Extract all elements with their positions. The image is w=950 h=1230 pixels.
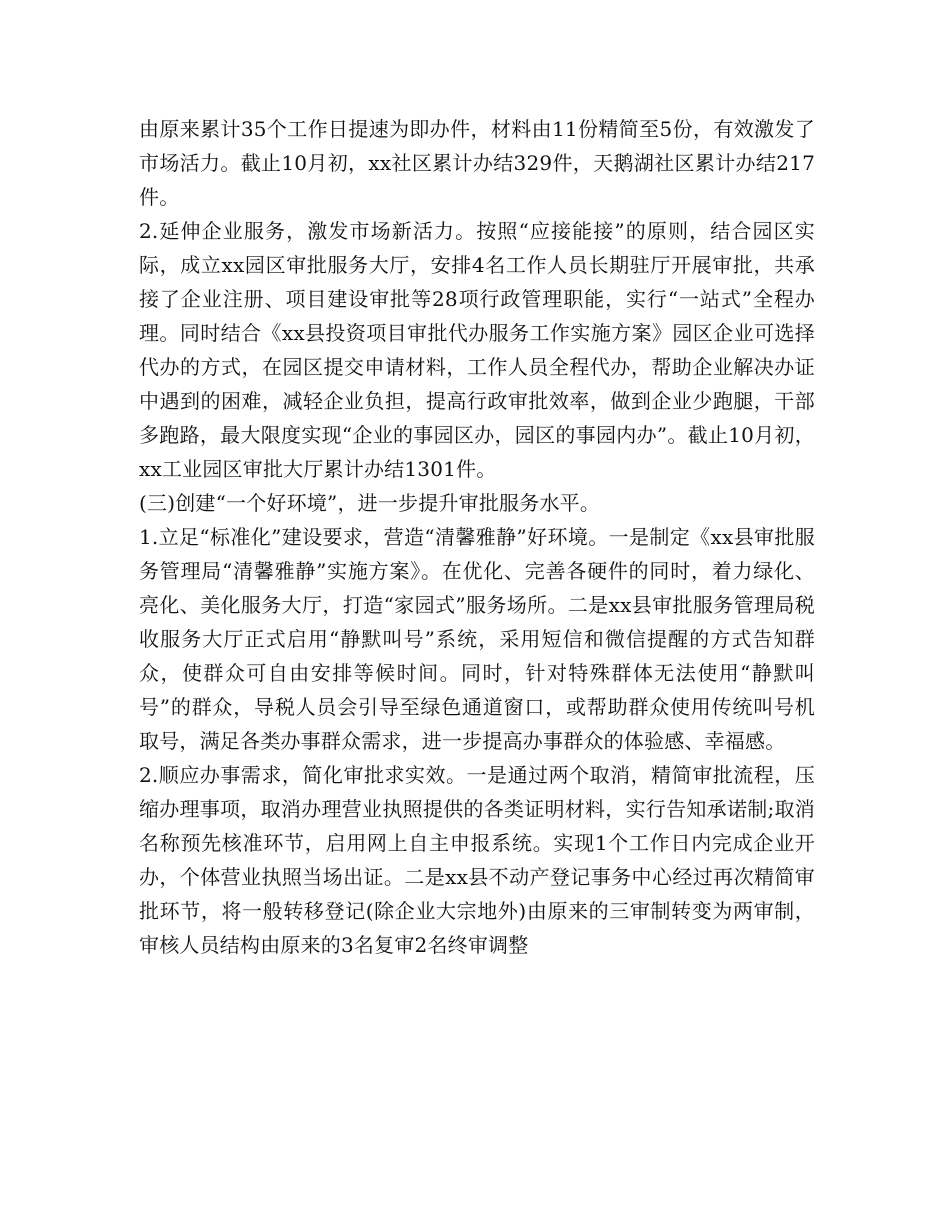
paragraph-2: 2.延伸企业服务，激发市场新活力。按照“应接能接”的原则，结合园区实际，成立xx园区审批服务大厅，安排4名工作人员长期驻厅开展审批，共承接了企业注册、项目建设审批等28项行政管理职能，实行“一站式”全程办理。同时结合《xx县投资项目审批代办服务工作实施方案》园区企业可选择代办的方式，在园区提交申请材料，工作人员全程代办，帮助企业解决办证中遇到的困难，减轻企业负担，提高行政审批效率，做到企业少跑腿，干部多跑路，最大限度实现“企业的事园区办，园区的事园内办”。截止10月初，xx工业园区审批大厅累计办结1301件。 [139,219,815,481]
paragraph-4: 2.顺应办事需求，简化审批求实效。一是通过两个取消，精简审批流程，压缩办理事项，取消办理营业执照提供的各类证明材料，实行告知承诺制;取消名称预先核准环节，启用网上自主申报系统。实现1个工作日内完成企业开办，个体营业执照当场出证。二是xx县不动产登记事务中心经过再次精简审批环节，将一般转移登记(除企业大宗地外)由原来的三审制转变为两审制，审核人员结构由原来的3名复审2名终审调整 [139,763,815,957]
paragraph-1: 由原来累计35个工作日提速为即办件，材料由11份精简至5份，有效激发了市场活力。截止10月初，xx社区累计办结329件，天鹅湖社区累计办结217件。 [139,117,815,209]
section-heading-3: (三)创建“一个好环境”，进一步提升审批服务水平。 [139,491,601,515]
paragraph-3: 1.立足“标准化”建设要求，营造“清馨雅静”好环境。一是制定《xx县审批服务管理局“清馨雅静”实施方案》。在优化、完善各硬件的同时，着力绿化、亮化、美化服务大厅，打造“家园式”服务场所。二是xx县审批服务管理局税收服务大厅正式启用“静默叫号”系统，采用短信和微信提醒的方式告知群众，使群众可自由安排等候时间。同时，针对特殊群体无法使用“静默叫号”的群众，导税人员会引导至绿色通道窗口，或帮助群众使用传统叫号机取号，满足各类办事群众需求，进一步提高办事群众的体验感、幸福感。 [139,525,815,753]
document-body [139,112,815,962]
